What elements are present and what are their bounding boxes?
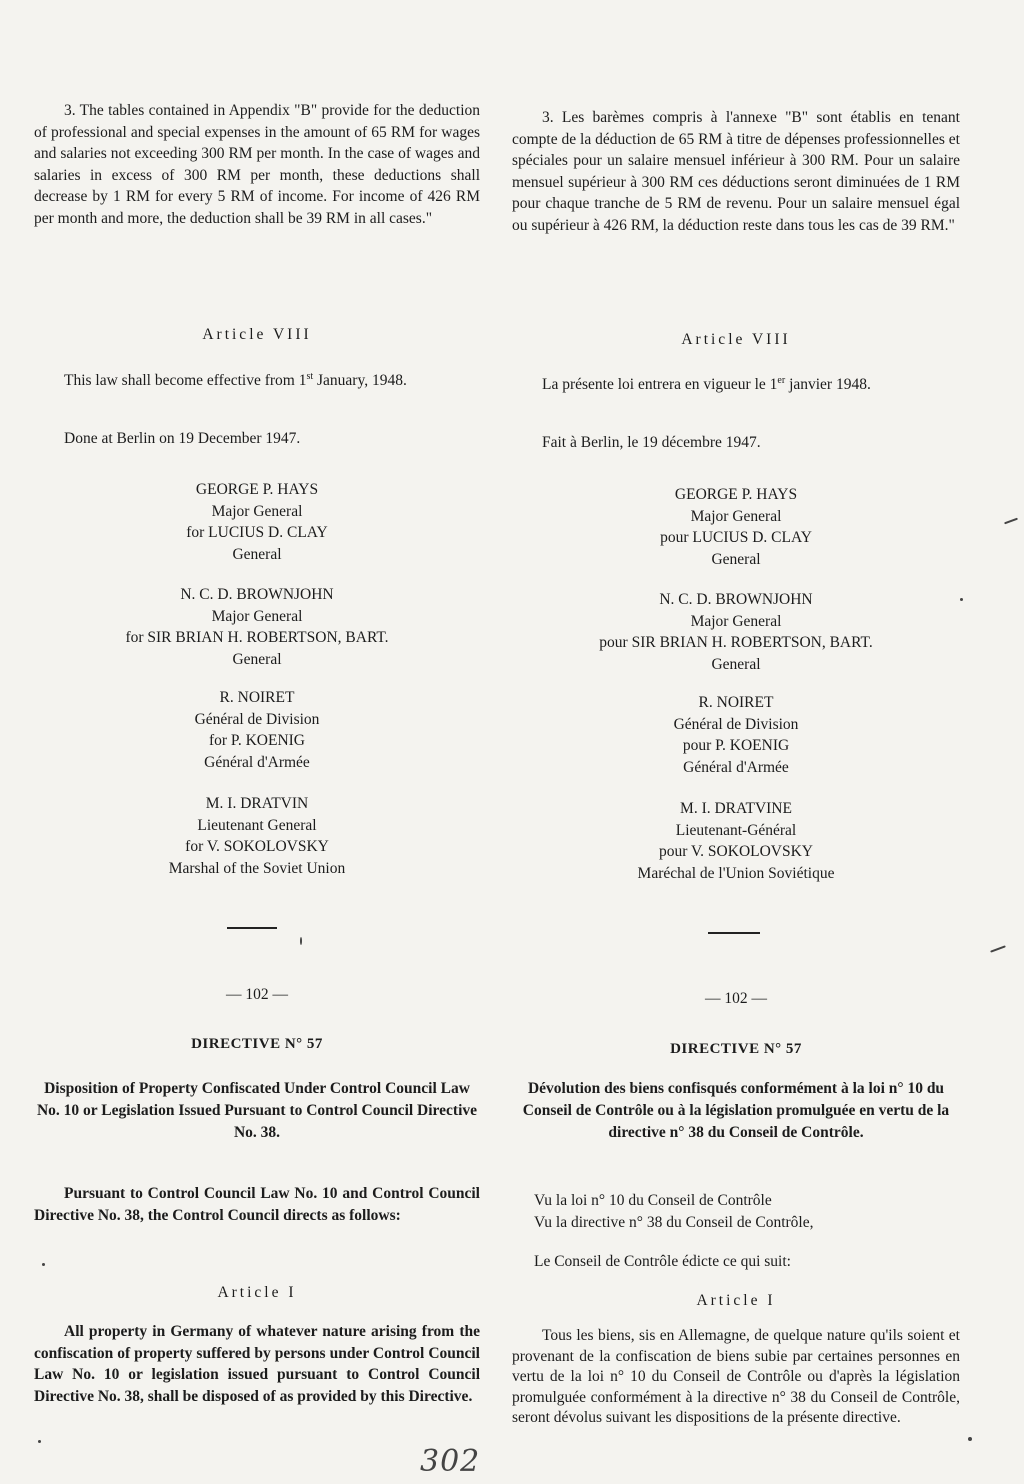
signatory-title: Maréchal de l'Union Soviétique [637,864,835,882]
en-directive-subject: Disposition of Property Confiscated Under Control Council Law No. 10 or Legislation Issued Pursuant to Control Council Directive No. 38. [36,1080,478,1141]
en-article-i-text: All property in Germany of whatever nature arising from the confiscation of property suffered by persons under Control Council Law No. 10 or legislation issued pursuant to Control Council Directive No. 38, shall be disposed of as provided by this Directive. [34,1323,480,1405]
en-signatory-2 [34,584,480,670]
fr-article-i-heading: Article I [696,1292,776,1309]
en-effective-date: This law shall become effective from 1st January, 1948. [64,371,407,390]
signatory-for: pour SIR BRIAN H. ROBERTSON, BART. [599,634,873,651]
en-done-at: Done at Berlin on 19 December 1947. [64,430,301,447]
signatory-name: R. NOIRET [219,689,295,706]
en-directive-title: DIRECTIVE N° 57 [191,1036,323,1052]
signatory-title: Général d'Armée [683,758,789,776]
signatory-name: GEORGE P. HAYS [195,481,319,498]
fr-signatory-4 [512,798,960,884]
signatory-for: pour LUCIUS D. CLAY [660,529,812,546]
fr-directive-subject: Dévolution des biens confisqués conformément à la loi n° 10 du Conseil de Contrôle ou à la législation promulguée en vertu de la directive n° 38 du Conseil de Contrôle. [522,1080,950,1141]
scan-mark [1004,518,1018,525]
signatory-for: for SIR BRIAN H. ROBERTSON, BART. [125,629,389,646]
fr-vu-2: Vu la directive n° 38 du Conseil de Contrôle, [534,1214,814,1231]
fr-article-i-text: Tous les biens, sis en Allemagne, de quelque nature qu'ils soient et provenant de la confiscation de biens subie par certaines personnes en vertu de la loi n° 10 du Conseil de Contrôle ou d'après la législation promulguée conformément à la directive n° 38 du Conseil de Contrôle, seront dévolus suivant les dispositions de la présente directive. [512,1327,960,1426]
signatory-title: Marshal of the Soviet Union [168,859,346,877]
en-signatory-1 [34,479,480,565]
signatory-rank: Major General [690,612,782,630]
signatory-for: pour P. KOENIG [682,737,790,754]
signatory-rank: Major General [211,607,303,625]
fr-done-at: Fait à Berlin, le 19 décembre 1947. [542,434,761,451]
signatory-name: M. I. DRATVIN [205,795,309,812]
scan-mark [968,1437,972,1441]
fr-paragraph-3: 3. Les barèmes compris à l'annexe "B" sont établis en tenant compte de la déduction de 65 RM à titre de dépenses professionnelles et spéciales pour un salaire mensuel inférieur à 300 RM. Pour un salaire mensuel supérieur à 300 RM ces déductions seront diminuées de 1 RM pour chaque tranche de 5 RM de revenu. Pour un salaire mensuel égal ou supérieur à 426 RM, la déduction reste dans tous les cas de 39 RM." [512,109,960,234]
scan-mark [960,598,963,601]
signatory-rank: Lieutenant General [197,816,317,834]
signatory-for: pour V. SOKOLOVSKY [658,843,814,860]
signatory-title: Général d'Armée [204,753,310,771]
signatory-rank: Lieutenant-Général [675,821,797,839]
fr-section-divider [708,932,760,934]
signatory-for: for LUCIUS D. CLAY [186,524,328,541]
signatory-name: N. C. D. BROWNJOHN [659,591,813,608]
signatory-name: R. NOIRET [698,694,774,711]
signatory-name: M. I. DRATVINE [680,800,792,817]
en-effective-sup: st [306,371,314,382]
fr-vu-1: Vu la loi n° 10 du Conseil de Contrôle [534,1192,772,1209]
en-section-divider [227,927,277,929]
signatory-name: N. C. D. BROWNJOHN [180,586,334,603]
fr-signatory-1 [512,484,960,570]
fr-signatory-2 [512,589,960,675]
signatory-name: GEORGE P. HAYS [674,486,798,503]
fr-directive-title: DIRECTIVE N° 57 [670,1041,802,1057]
signatory-rank: Major General [690,507,782,525]
signatory-rank: Général de Division [194,710,320,728]
signatory-title: General [232,650,282,668]
fr-effective-date: La présente loi entrera en vigueur le 1er janvier 1948. [542,375,871,394]
scan-mark [38,1440,41,1443]
signatory-title: General [711,550,761,568]
signatory-for: for P. KOENIG [208,732,305,749]
en-article-i-heading: Article I [217,1284,297,1301]
en-article-viii-heading: Article VIII [202,326,312,343]
en-pursuant: Pursuant to Control Council Law No. 10 and Control Council Directive No. 38, the Control Council directs as follows: [34,1185,480,1224]
en-paragraph-3: 3. The tables contained in Appendix "B" provide for the deduction of professional and special expenses in the amount of 65 RM for wages and salaries not exceeding 300 RM per month. In the case of wages and salaries in excess of 300 RM per month, these deductions shall decrease by 1 RM for every 5 RM of income. For income of 426 RM per month and more, the deduction shall be 39 RM in all cases." [34,102,480,227]
fr-edicte: Le Conseil de Contrôle édicte ce qui suit: [534,1253,791,1270]
fr-effective-sup: er [777,375,786,386]
signatory-title: General [711,655,761,673]
en-page-number: — 102 — [226,986,288,1003]
scan-mark [300,937,302,945]
fr-page-number: — 102 — [705,990,767,1007]
handwritten-page-number: 302 [420,1444,481,1479]
en-signatory-4 [34,793,480,879]
signatory-for: for V. SOKOLOVSKY [185,838,329,855]
signatory-title: General [232,545,282,563]
scan-mark [990,945,1006,952]
fr-signatory-3 [512,692,960,778]
signatory-rank: Général de Division [673,715,799,733]
en-signatory-3 [34,687,480,773]
signatory-rank: Major General [211,502,303,520]
scan-mark [42,1263,45,1266]
fr-article-viii-heading: Article VIII [681,331,791,348]
